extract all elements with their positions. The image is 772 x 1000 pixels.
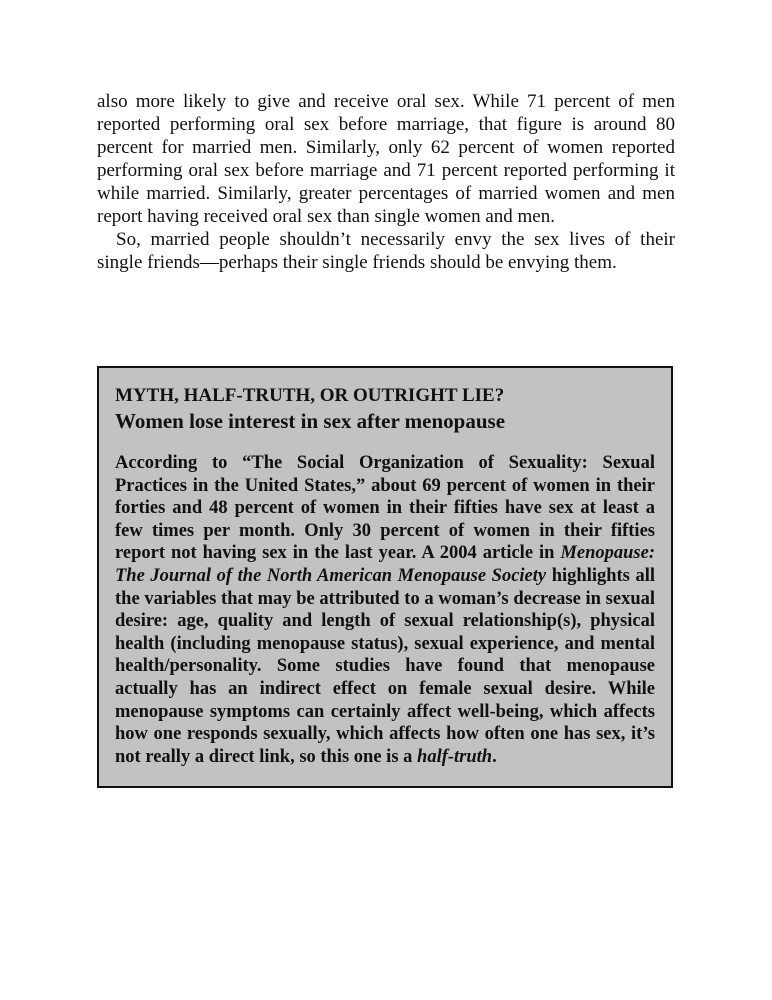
- sidebar-body-part-2: highlights all the variables that may be attributed to a woman’s decrease in sexual desire: age, quality and length of sexual relationship(s), physical health (including menopause status), sexual experience, and mental health/personality. Some studies have found that menopause actually has an indirect effect on female sexual desire. While menopause symptoms can certainly affect well-being, which affects how one responds sexually, which affects how often one has sex, it’s not really a direct link, so this one is a: [115, 565, 655, 767]
- sidebar-body-part-1: According to “The Social Organization of Sexuality: Sexual Practices in the United States,” about 69 percent of women in their forties and 48 percent of women in their fifties have sex at least a few times per month. Only 30 percent of women in their fifties report not having sex in the last year. A 2004 article in: [115, 453, 655, 564]
- body-paragraph-conclusion: So, married people shouldn’t necessarily envy the sex lives of their single friends—perhaps their single friends should be envying them.: [97, 229, 675, 273]
- body-paragraph-continued: also more likely to give and receive oral sex. While 71 percent of men reported performing oral sex before marriage, that figure is around 80 percent for married men. Similarly, only 62 percent of women reported performing oral sex before marriage and 71 percent reported performing it while married. Similarly, greater percentages of married women and men report having received oral sex than single women and men.: [97, 91, 675, 227]
- sidebar-title: Women lose interest in sex after menopause: [115, 409, 506, 433]
- sidebar-body-ending: .: [492, 746, 497, 767]
- verdict: half-truth: [417, 746, 493, 767]
- sidebar-kicker: MYTH, HALF-TRUTH, OR OUTRIGHT LIE?: [115, 385, 505, 406]
- body-text: [97, 90, 675, 274]
- sidebar-body: [115, 452, 655, 768]
- journal-name: Menopause: The Journal of the North American Menopause Society: [115, 543, 655, 586]
- myth-sidebar-box: [97, 366, 673, 788]
